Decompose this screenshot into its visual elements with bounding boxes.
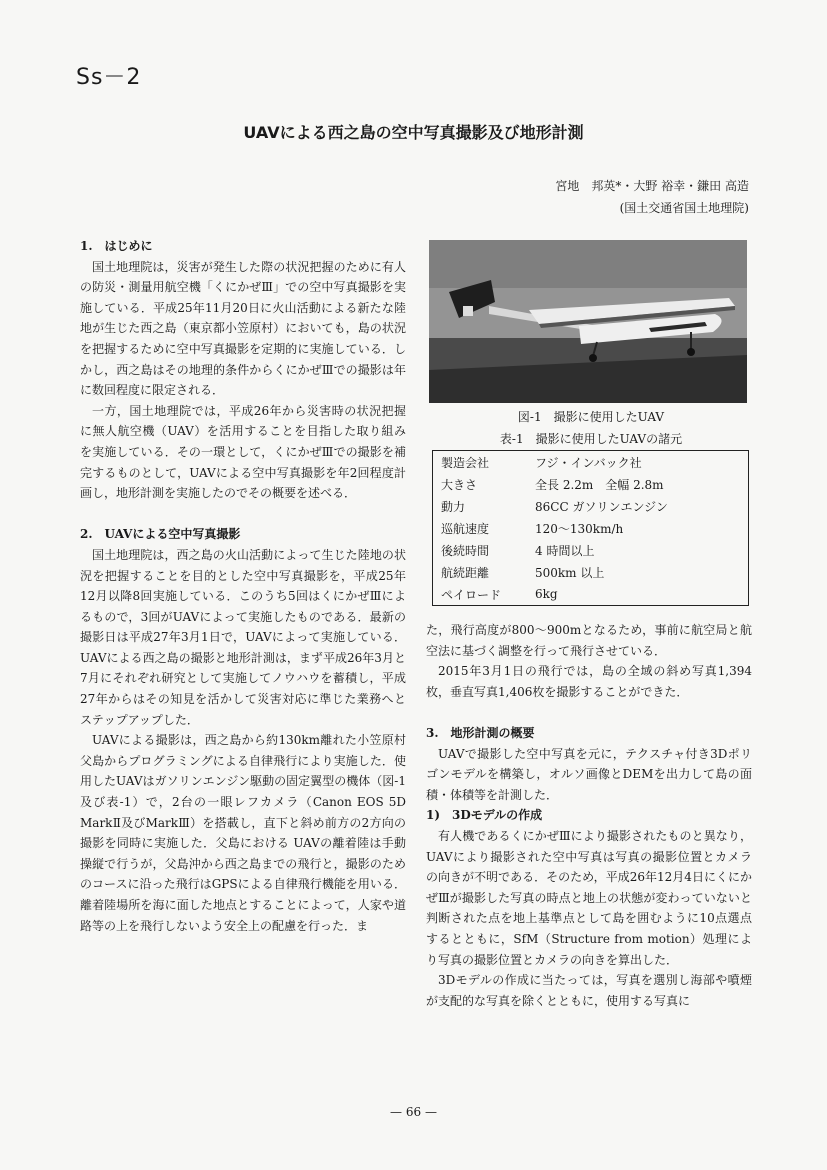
flight-result-paragraph: 2015年3月1日の飛行では，島の全域の斜め写真1,394枚，垂直写真1,406枚を撮影することができた．	[426, 664, 752, 699]
section-1-paragraph-2: 一方，国土地理院では，平成26年から災害時の状況把握に無人航空機（UAV）を活用することを目指した取り組みを実施している．その一環として，くにかぜⅢでの撮影を補完するものとして，UAVによる空中写真撮影を年2回程度計画し，地形計測を実施したのでその概要を述べる．	[80, 403, 406, 501]
paper-title: UAVによる西之島の空中写真撮影及び地形計測	[243, 123, 584, 142]
section-2-paragraph-2: UAVによる撮影は，西之島から約130km離れた小笠原村父島からプログラミングによる自律飛行により実施した．使用したUAVはガソリンエンジン駆動の固定翼型の機体（図-1及び表-1）で，2台の一眼レフカメラ（Canon EOS 5D MarkⅡ及びMarkⅢ）を搭載し，直下と斜め前方の2方向の撮影を同時に実施した．父島における UAVの離着陸は手動操縦で行うが，父島沖から西之島までの飛行と，撮影のためのコースに沿った飛行はGPSによる自律飛行機能を用いる．離着陸場所を海に面した地点とすることによって，人家や道路等の上を飛行しないよう安全上の配慮を行った．ま	[80, 733, 406, 933]
spec-key: 製造会社	[441, 455, 490, 470]
spec-value: 120～130km/h	[535, 521, 624, 536]
spec-value: 全長 2.2m 全幅 2.8m	[535, 477, 664, 492]
table-caption: 表-1 撮影に使用したUAVの諸元	[499, 432, 683, 446]
spec-key: 巡航速度	[441, 521, 490, 536]
table-row	[433, 561, 749, 583]
uav-drawing	[429, 240, 747, 403]
table-row	[433, 517, 749, 539]
uav-photo	[429, 240, 747, 403]
spec-key: 後続時間	[441, 543, 490, 558]
spec-value: 500km 以上	[535, 565, 605, 580]
section-3-paragraph-1: UAVで撮影した空中写真を元に，テクスチャ付き3Dポリゴンモデルを構築し，オルソ画像とDEMを出力して島の面積・体積等を計測した．	[426, 746, 752, 802]
spec-value: 6kg	[535, 587, 558, 601]
table-row	[433, 473, 749, 495]
figure-caption: 図-1 撮影に使用したUAV	[517, 410, 665, 424]
section-3-paragraph-3: 3Dモデルの作成に当たっては，写真を選別し海部や噴煙が支配的な写真を除くとともに，使用する写真に	[426, 973, 752, 1008]
spec-key: 大きさ	[441, 477, 478, 492]
spec-value: フジ・インバック社	[535, 455, 642, 470]
spec-key: ペイロード	[441, 587, 502, 602]
section-2-heading: 2. UAVによる空中写真撮影	[80, 527, 241, 542]
section-1-heading: 1. はじめに	[80, 239, 153, 253]
table-row	[433, 495, 749, 517]
author-affiliation: (国土交通省国土地理院)	[619, 201, 749, 215]
session-code: Ss－2	[76, 65, 142, 90]
left-column	[80, 236, 406, 936]
section-2-paragraph-1: 国土地理院は，西之島の火山活動によって生じた陸地の状況を把握することを目的とした空中写真撮影を，平成25年12月以降8回実施している．このうち5回はくにかぜⅢによるもので，3回がUAVによって実施したものである．最新の撮影日は平成27年3月1日で，UAVによって実施している．UAVによる西之島の撮影と地形計測は，まず平成26年3月と7月にそれぞれ研究として実施してノウハウを蓄積し，平成27年からはその知見を活かして災害対応に準じた業務へとステップアップした．	[80, 547, 406, 727]
author-block	[555, 175, 749, 219]
continued-paragraph: た，飛行高度が800～900mとなるため，事前に航空局と航空法に基づく調整を行って飛行させている．	[426, 623, 752, 658]
table-row	[433, 583, 749, 606]
right-column	[426, 620, 752, 1011]
uav-spec-table	[432, 450, 749, 606]
page-number: — 66 —	[390, 1105, 437, 1119]
spec-value: 86CC ガソリンエンジン	[535, 499, 668, 514]
table-row	[433, 539, 749, 561]
spec-key: 動力	[441, 499, 466, 514]
author-names: 宮地 邦英*・大野 裕幸・鎌田 高造	[555, 179, 749, 193]
section-1-paragraph-1: 国土地理院は，災害が発生した際の状況把握のために有人の防災・測量用航空機「くにかぜⅢ」での空中写真撮影を実施している．平成25年11月20日に火山活動による新たな陸地が生じた西之島（東京都小笠原村）においても，島の状況を把握するために空中写真撮影を定期的に実施している．しかし，西之島はその地理的条件からくにかぜⅢでの撮影は年に数回程度に限定される．	[80, 259, 406, 398]
section-3-paragraph-2: 有人機であるくにかぜⅢにより撮影されたものと異なり，UAVにより撮影された空中写真は写真の撮影位置とカメラの向きが不明である．そのため，平成26年12月4日にくにかぜⅢが撮影した写真の時点と地上の状態が変わっていないと判断された点を地上基準点として島を囲むように10点選点するとともに，SfM（Structure from motion）処理により写真の撮影位置とカメラの向きを算出した．	[426, 828, 752, 967]
subsection-3-1-heading: 1) 3Dモデルの作成	[426, 808, 543, 823]
spec-value: 4 時間以上	[535, 543, 595, 558]
table-row	[433, 451, 749, 474]
spec-key: 航続距離	[441, 565, 490, 580]
section-3-heading: 3. 地形計測の概要	[426, 725, 535, 740]
